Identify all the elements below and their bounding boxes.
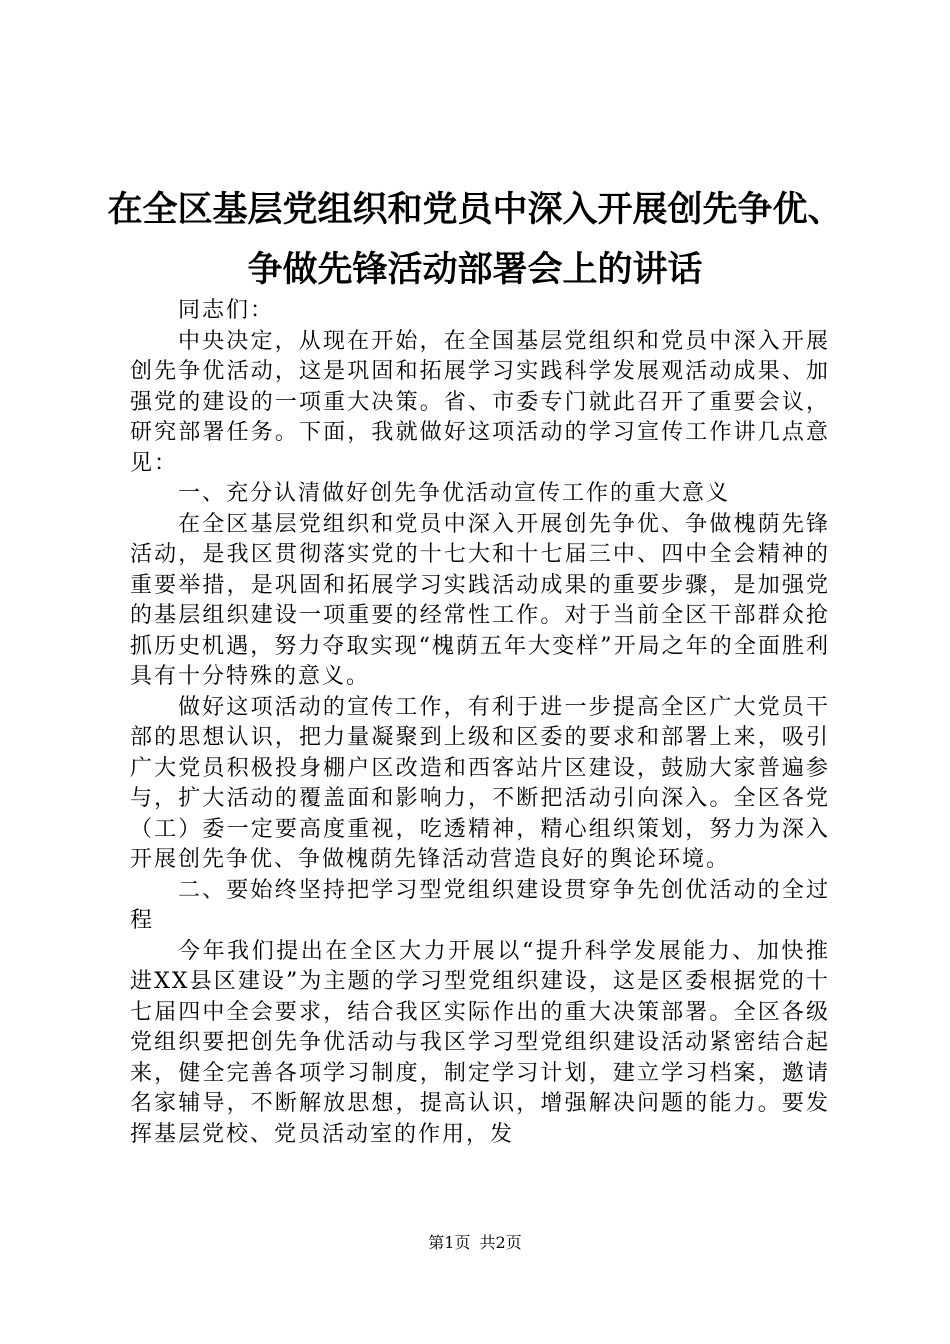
section-heading: 一、充分认清做好创先争优活动宣传工作的重大意义: [178, 481, 731, 506]
salutation: 同志们：: [178, 298, 275, 323]
paragraph: 做好这项活动的宣传工作，有利于进一步提高全区广大党员干部的思想认识，把力量凝聚到上级和区委的要求和部署上来，吸引广大党员积极投身棚户区改造和西客站片区建设，鼓励大家普遍参与，扩大活动的覆盖面和影响力，不断把活动引向深入。全区各党（工）委一定要高度重视，吃透精神，精心组织策划，努力为深入开展创先争优、争做槐荫先锋活动营造良好的舆论环境。: [130, 694, 830, 872]
section-heading: 二、要始终坚持把学习型党组织建设贯穿争先创优活动的全过程: [130, 877, 830, 933]
page-footer: [0, 1233, 950, 1253]
page-number: 第1页: [428, 1233, 471, 1252]
document-title-line-2: 争做先锋活动部署会上的讲话: [247, 250, 703, 290]
paragraph: 在全区基层党组织和党员中深入开展创先争优、争做槐荫先锋活动，是我区贯彻落实党的十七大和十七届三中、四中全会精神的重要举措，是巩固和拓展学习实践活动成果的重要步骤，是加强党的基层组织建设一项重要的经常性工作。对于当前全区干部群众抢抓历史机遇，努力夺取实现“槐荫五年大变样”开局之年的全面胜利具有十分特殊的意义。: [130, 511, 830, 689]
total-pages: 共2页: [479, 1233, 522, 1252]
paragraph: 中央决定，从现在开始，在全国基层党组织和党员中深入开展创先争优活动，这是巩固和拓展学习实践科学发展观活动成果、加强党的建设的一项重大决策。省、市委专门就此召开了重要会议，研究部署任务。下面，我就做好这项活动的学习宣传工作讲几点意见：: [130, 328, 830, 476]
document-body: [130, 296, 830, 1150]
document-title-line-1: 在全区基层党组织和党员中深入开展创先争优、: [107, 190, 843, 230]
paragraph: 今年我们提出在全区大力开展以“提升科学发展能力、加快推进XX县区建设”为主题的学习型党组织建设，这是区委根据党的十七届四中全会要求，结合我区实际作出的重大决策部署。全区各级党组织要把创先争优活动与我区学习型党组织建设活动紧密结合起来，健全完善各项学习制度，制定学习计划，建立学习档案，邀请名家辅导，不断解放思想，提高认识，增强解决问题的能力。要发挥基层党校、党员活动室的作用，发: [130, 938, 830, 1147]
